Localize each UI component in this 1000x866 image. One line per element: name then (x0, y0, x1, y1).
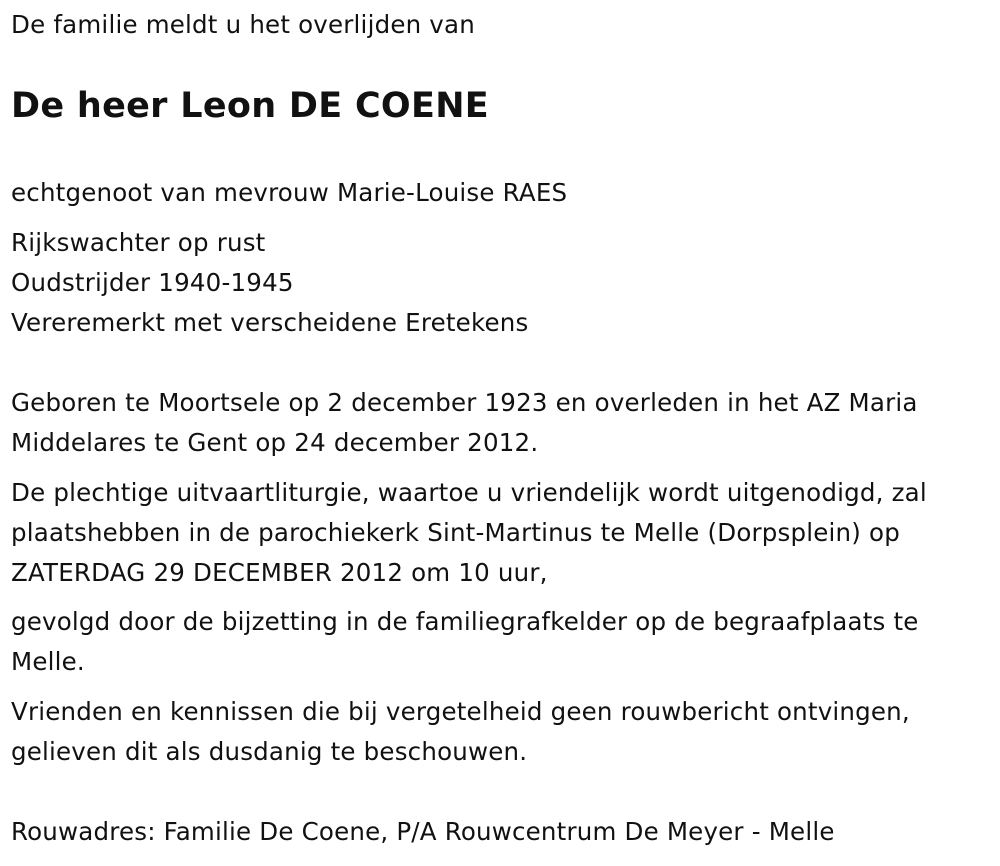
spouse-text: echtgenoot van mevrouw Marie-Louise RAES (11, 178, 568, 207)
title-line: Oudstrijder 1940-1945 (11, 268, 294, 297)
title-line: Vereremerkt met verscheidene Eretekens (11, 308, 529, 337)
title-line: Rijkswachter op rust (11, 228, 266, 257)
funeral-line: De plechtige uitvaartliturgie, waartoe u vriendelijk wordt uitgenodigd, zal (11, 478, 927, 507)
birth-death-line: Geboren te Moortsele op 2 december 1923 en overleden in het AZ Maria (11, 388, 918, 417)
birth-death-line: Middelares te Gent op 24 december 2012. (11, 428, 539, 457)
burial-line: gevolgd door de bijzetting in de familiegrafkelder op de begraafplaats te (11, 607, 919, 636)
notice-line: Vrienden en kennissen die bij vergetelheid geen rouwbericht ontvingen, (11, 697, 910, 726)
mourning-address: Rouwadres: Familie De Coene, P/A Rouwcentrum De Meyer - Melle (11, 817, 835, 846)
burial-line: Melle. (11, 647, 85, 676)
intro-text: De familie meldt u het overlijden van (11, 10, 475, 39)
funeral-line: plaatshebben in de parochiekerk Sint-Martinus te Melle (Dorpsplein) op (11, 518, 900, 547)
notice-line: gelieven dit als dusdanig te beschouwen. (11, 737, 528, 766)
funeral-line: ZATERDAG 29 DECEMBER 2012 om 10 uur, (11, 558, 548, 587)
deceased-name: De heer Leon DE COENE (11, 86, 489, 126)
